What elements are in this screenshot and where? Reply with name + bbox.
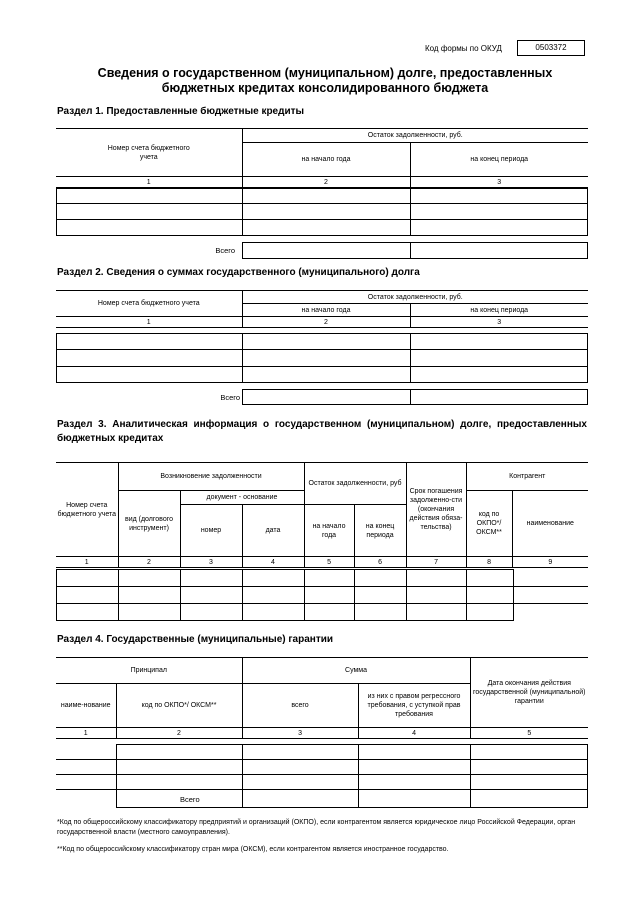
section3-col-line: [354, 569, 355, 621]
section3-num-5: 5: [304, 557, 354, 568]
section2-total-label: Всего: [220, 393, 240, 402]
section4-col-end-date: Дата окончания действия государственной (муниципальной) гарантии: [470, 658, 588, 728]
section3-col-name: наименование: [512, 491, 588, 557]
section3-col-balance: Остаток задолженности, руб: [304, 463, 406, 505]
section1-row-line: [56, 203, 588, 204]
section2-total-box: [242, 389, 588, 405]
section2-num-1: 1: [56, 317, 242, 328]
section1-total-divider: [410, 242, 411, 259]
section4-num-2: 2: [116, 728, 242, 739]
section2-col-end: на конец периода: [410, 304, 588, 317]
section1-row-line: [56, 219, 588, 220]
section1-title: Раздел 1. Предоставленные бюджетные кредиты: [57, 106, 305, 117]
section3-col-date: дата: [242, 505, 304, 557]
section2-num-3: 3: [410, 317, 588, 328]
section2-col-account: Номер счета бюджетного учета: [56, 291, 242, 317]
section3-row-line: [56, 586, 588, 587]
page-title-line-2: бюджетных кредитах консолидированного бюджета: [161, 81, 489, 95]
section1-col-balance: Остаток задолженности, руб.: [242, 129, 588, 143]
section1-num-1: 1: [56, 177, 242, 189]
section2-col-line: [410, 333, 411, 383]
section3-col-term: Срок погашения задолженно-сти (окончания действия обяза-тельства): [406, 463, 466, 557]
section4-num-3: 3: [242, 728, 358, 739]
section3-col-end: на конец периода: [354, 505, 406, 557]
section4-col-total: всего: [242, 684, 358, 728]
footnote-2: **Код по общероссийскому классификатору стран мира (ОКСМ), если контрагентом является иностранное государство.: [57, 846, 449, 853]
section3-col-code: код по ОКПО*/ ОКСМ**: [466, 491, 512, 557]
section4-col-line: [470, 744, 471, 808]
section4-table: [56, 657, 588, 739]
section4-col-line: [358, 744, 359, 808]
section4-col-regress: из них с правом регрессного требования, с уступкой прав требования: [358, 684, 470, 728]
section3-num-4: 4: [242, 557, 304, 568]
section4-col-principal: Принципал: [56, 658, 242, 684]
section1-col-account: Номер счета бюджетного учета: [56, 129, 242, 177]
section2-row-line: [56, 366, 588, 367]
section2-num-2: 2: [242, 317, 410, 328]
section4-col-line: [242, 744, 243, 808]
section3-col-line: [466, 569, 467, 621]
section3-table: [56, 462, 588, 568]
section3-col-line: [406, 569, 407, 621]
section3-col-start: на начало года: [304, 505, 354, 557]
section1-col-line: [242, 187, 243, 236]
page-title-line-1: Сведения о государственном (муниципальном) долге, предоставленных: [97, 66, 553, 80]
section1-col-start: на начало года: [242, 143, 410, 177]
section2-data-area: [56, 333, 588, 383]
section1-table: [56, 128, 588, 189]
section2-col-balance: Остаток задолженности, руб.: [242, 291, 588, 304]
section2-col-line: [242, 333, 243, 383]
section4-row-line: [56, 774, 588, 775]
section4-col-name: наиме-нование: [56, 684, 116, 728]
section4-col-code: код по ОКПО*/ ОКСМ**: [116, 684, 242, 728]
section3-num-8: 8: [466, 557, 512, 568]
section4-row-line: [56, 789, 588, 790]
section3-col-doc: документ - основание: [180, 491, 304, 505]
form-code-box: 0503372: [517, 40, 585, 56]
section2-table: [56, 290, 588, 328]
section3-col-number: номер: [180, 505, 242, 557]
section4-num-1: 1: [56, 728, 116, 739]
section3-col-type: вид (долгового инструмент): [118, 491, 180, 557]
section3-num-3: 3: [180, 557, 242, 568]
section3-num-2: 2: [118, 557, 180, 568]
section3-col-line: [242, 569, 243, 621]
section1-num-2: 2: [242, 177, 410, 189]
section1-data-area: [56, 187, 588, 236]
section2-title: Раздел 2. Сведения о суммах государственного (муниципального) долга: [57, 267, 420, 278]
section4-title: Раздел 4. Государственные (муниципальные) гарантии: [57, 634, 334, 645]
section4-num-5: 5: [470, 728, 588, 739]
section3-num-9: 9: [512, 557, 588, 568]
footnote-1: *Код по общероссийскому классификатору предприятий и организаций (ОКПО), если контрагентом является юридическое лицо Российской Федерации, орган государственной власти (местного самоуправления).: [57, 819, 576, 836]
section3-title: Раздел 3. Аналитическая информация о государственном (муниципальном) долге, предоставленных бюджетных кредитах: [57, 419, 587, 444]
section4-col-sum: Сумма: [242, 658, 470, 684]
section1-total-label: Всего: [215, 246, 235, 255]
section3-num-7: 7: [406, 557, 466, 568]
section4-num-4: 4: [358, 728, 470, 739]
section2-row-line: [56, 349, 588, 350]
section4-total-label: Всего: [180, 795, 200, 804]
section3-col-line: [118, 569, 119, 621]
section2-total-divider: [410, 389, 411, 405]
section1-total-box: [242, 242, 588, 259]
section1-col-end: на конец периода: [410, 143, 588, 177]
section3-col-line: [304, 569, 305, 621]
section3-col-line: [180, 569, 181, 621]
section1-num-3: 3: [410, 177, 588, 189]
section4-row-line: [56, 759, 588, 760]
section3-col-counterparty: Контрагент: [466, 463, 588, 491]
section3-num-1: 1: [56, 557, 118, 568]
section3-col-account: Номер счета бюджетного учета: [56, 463, 118, 557]
section1-col-line: [410, 187, 411, 236]
section3-data-area: [56, 569, 514, 621]
section3-col-origin: Возникновение задолженности: [118, 463, 304, 491]
section3-num-6: 6: [354, 557, 406, 568]
section3-row-line: [56, 603, 588, 604]
section2-col-start: на начало года: [242, 304, 410, 317]
page-title: [60, 66, 590, 96]
form-code-label: Код формы по ОКУД: [425, 44, 502, 53]
